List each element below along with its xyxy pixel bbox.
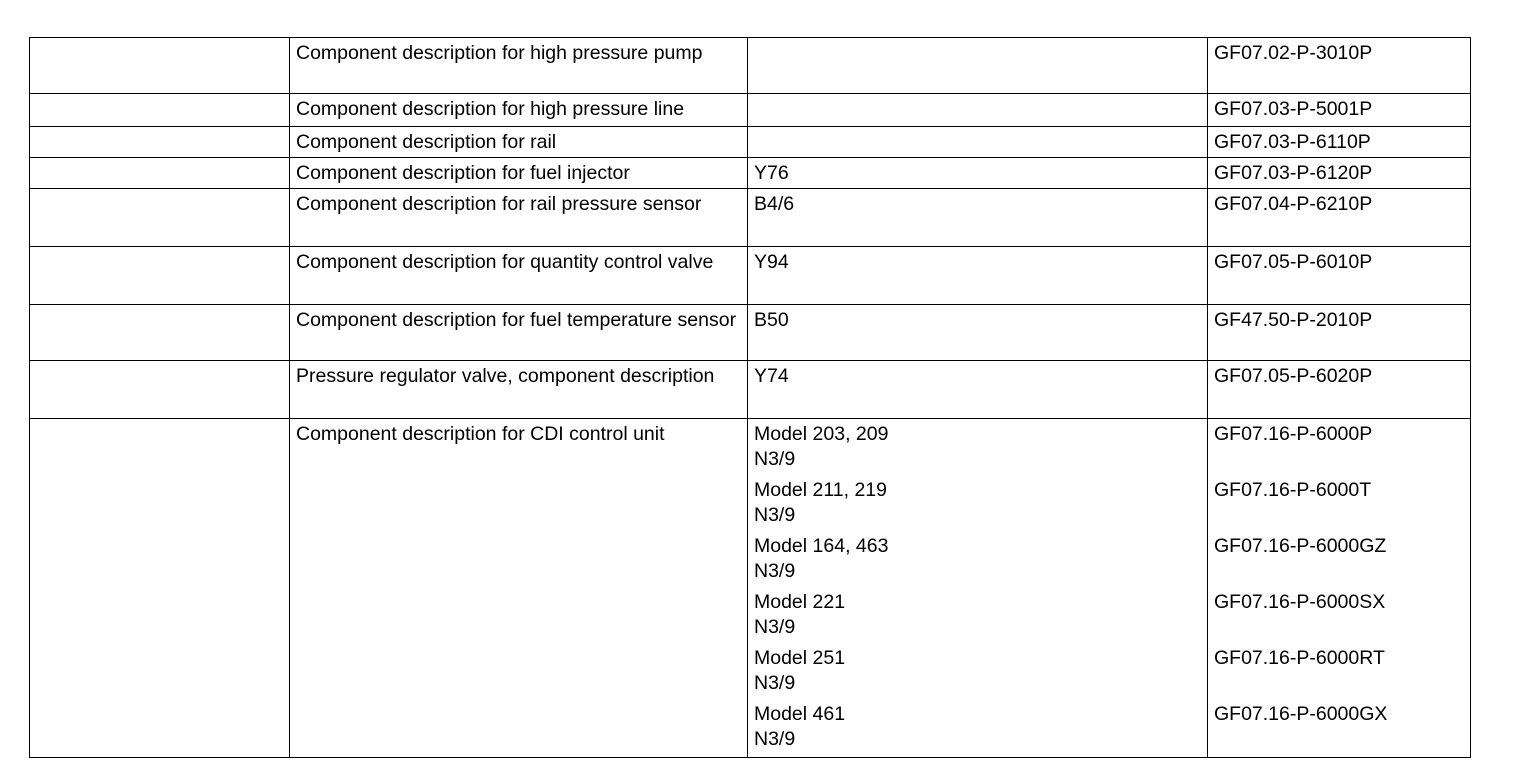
- model-label: Model 211, 219: [754, 479, 887, 501]
- model-label: Model 164, 463: [754, 535, 889, 557]
- model-label: Model 203, 209: [754, 423, 889, 445]
- model-entry: [754, 422, 1202, 478]
- empty-cell: [30, 158, 290, 189]
- model-code: N3/9: [754, 504, 796, 526]
- code-cell: Y74: [748, 361, 1208, 419]
- table-row: [30, 247, 1471, 305]
- description-cell: Component description for fuel injector: [290, 158, 748, 189]
- document-number: GF07.16-P-6000GX: [1214, 703, 1388, 725]
- model-entry: [754, 646, 1202, 702]
- description-cell: Component description for rail pressure sensor: [290, 189, 748, 247]
- document-entry: [1214, 534, 1465, 590]
- code-cell: [748, 94, 1208, 127]
- table-row: [30, 189, 1471, 247]
- document-cell: GF07.04-P-6210P: [1208, 189, 1471, 247]
- document-cell: GF07.05-P-6020P: [1208, 361, 1471, 419]
- model-code: N3/9: [754, 728, 796, 750]
- model-label: Model 251: [754, 647, 846, 669]
- model-entry: [754, 702, 1202, 752]
- empty-cell: [30, 361, 290, 419]
- empty-cell: [30, 127, 290, 158]
- component-reference-table: [29, 37, 1471, 758]
- document-entry: [1214, 478, 1465, 534]
- description-cell: Pressure regulator valve, component description: [290, 361, 748, 419]
- description-cell: Component description for quantity control valve: [290, 247, 748, 305]
- document-number: GF07.16-P-6000GZ: [1214, 535, 1387, 557]
- code-cell: [748, 38, 1208, 94]
- description-cell: Component description for fuel temperature sensor: [290, 305, 748, 361]
- table-row-cdi-control-unit: [30, 419, 1471, 758]
- document-cell: GF07.03-P-5001P: [1208, 94, 1471, 127]
- table-row: [30, 158, 1471, 189]
- code-cell: B50: [748, 305, 1208, 361]
- document-entry: [1214, 646, 1465, 702]
- empty-cell: [30, 189, 290, 247]
- model-code: N3/9: [754, 616, 796, 638]
- document-number: GF07.16-P-6000RT: [1214, 647, 1385, 669]
- model-entry: [754, 534, 1202, 590]
- description-cell: Component description for CDI control unit: [290, 419, 748, 758]
- empty-cell: [30, 247, 290, 305]
- empty-cell: [30, 305, 290, 361]
- document-number: GF07.16-P-6000T: [1214, 479, 1372, 501]
- table-row: [30, 94, 1471, 127]
- code-cell: Y76: [748, 158, 1208, 189]
- empty-cell: [30, 419, 290, 758]
- document-cell: [1208, 419, 1471, 758]
- document-entry: [1214, 702, 1465, 752]
- document-number: GF07.16-P-6000P: [1214, 423, 1373, 445]
- document-cell: GF07.05-P-6010P: [1208, 247, 1471, 305]
- table-row: [30, 38, 1471, 94]
- model-label: Model 461: [754, 703, 846, 725]
- table-row: [30, 361, 1471, 419]
- document-cell: GF07.02-P-3010P: [1208, 38, 1471, 94]
- model-code: N3/9: [754, 560, 796, 582]
- table-row: [30, 305, 1471, 361]
- code-cell: Y94: [748, 247, 1208, 305]
- empty-cell: [30, 38, 290, 94]
- empty-cell: [30, 94, 290, 127]
- document-cell: GF47.50-P-2010P: [1208, 305, 1471, 361]
- model-code: N3/9: [754, 672, 796, 694]
- code-cell: B4/6: [748, 189, 1208, 247]
- table-row: [30, 127, 1471, 158]
- model-entry: [754, 590, 1202, 646]
- document-entry: [1214, 590, 1465, 646]
- document-cell: GF07.03-P-6110P: [1208, 127, 1471, 158]
- model-entry: [754, 478, 1202, 534]
- document-number: GF07.16-P-6000SX: [1214, 591, 1386, 613]
- description-cell: Component description for rail: [290, 127, 748, 158]
- model-code: N3/9: [754, 448, 796, 470]
- description-cell: Component description for high pressure pump: [290, 38, 748, 94]
- code-cell: [748, 127, 1208, 158]
- model-code-cell: [748, 419, 1208, 758]
- model-label: Model 221: [754, 591, 846, 613]
- description-cell: Component description for high pressure line: [290, 94, 748, 127]
- document-cell: GF07.03-P-6120P: [1208, 158, 1471, 189]
- document-entry: [1214, 422, 1465, 478]
